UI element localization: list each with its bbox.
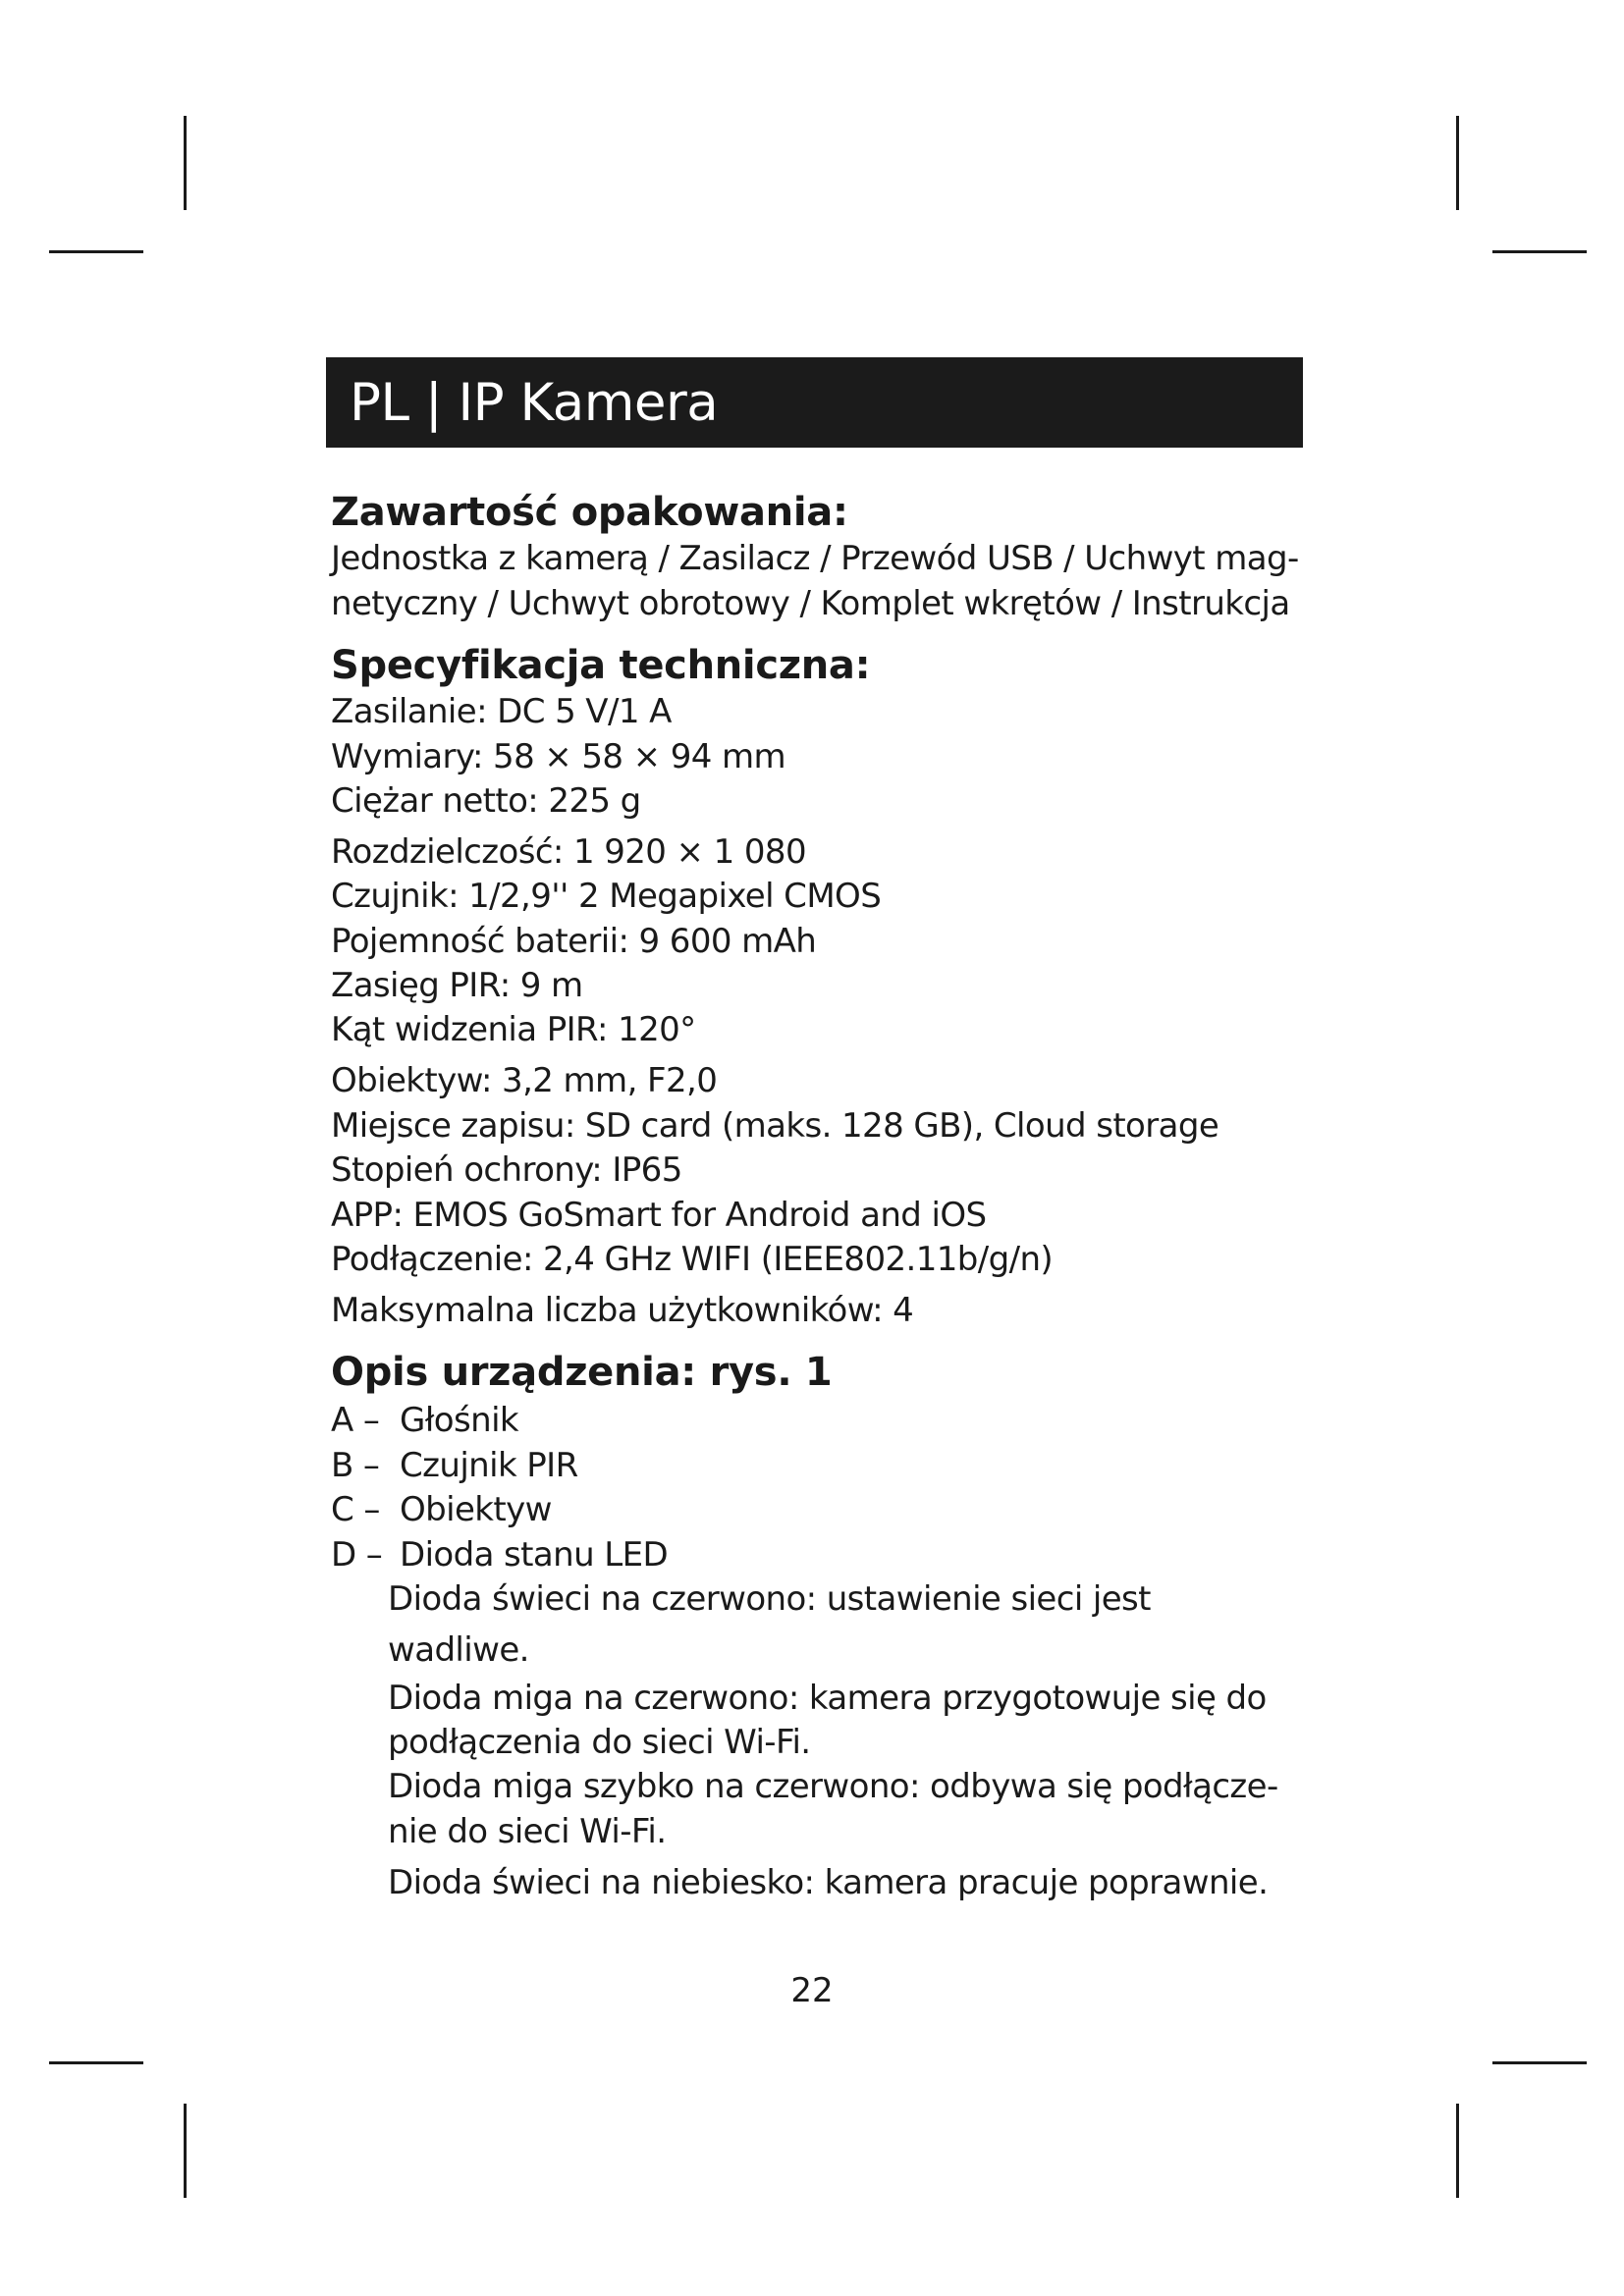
device-part-label: Głośnik — [400, 1401, 519, 1440]
device-part-label: Obiektyw — [400, 1490, 552, 1529]
spec-item: APP: EMOS GoSmart for Android and iOS — [331, 1196, 987, 1235]
led-description-line: Dioda świeci na czerwono: ustawienie sieci jest — [388, 1579, 1151, 1619]
crop-mark-bottom-right-vertical — [1456, 2104, 1459, 2198]
package-line: netyczny / Uchwyt obrotowy / Komplet wkrętów / Instrukcja — [331, 584, 1290, 623]
device-part — [331, 1446, 578, 1485]
led-description-line: wadliwe. — [388, 1630, 529, 1670]
crop-mark-top-right-vertical — [1456, 116, 1459, 210]
spec-item: Maksymalna liczba użytkowników: 4 — [331, 1291, 914, 1330]
spec-item: Czujnik: 1/2,9'' 2 Megapixel CMOS — [331, 877, 882, 916]
spec-item: Podłączenie: 2,4 GHz WIFI (IEEE802.11b/g/n) — [331, 1240, 1054, 1279]
device-part-letter: B – — [331, 1446, 380, 1485]
device-heading: Opis urządzenia: rys. 1 — [331, 1350, 833, 1395]
device-part-letter: C – — [331, 1490, 380, 1529]
crop-mark-bottom-right-horizontal — [1492, 2061, 1587, 2064]
spec-item: Wymiary: 58 × 58 × 94 mm — [331, 737, 786, 776]
crop-mark-top-left-horizontal — [49, 250, 143, 253]
package-heading: Zawartość opakowania: — [331, 490, 848, 535]
crop-mark-top-right-horizontal — [1492, 250, 1587, 253]
spec-item: Obiektyw: 3,2 mm, F2,0 — [331, 1061, 718, 1100]
device-part — [331, 1535, 669, 1575]
device-part — [331, 1490, 552, 1529]
spec-item: Ciężar netto: 225 g — [331, 781, 641, 821]
device-part-label: Czujnik PIR — [400, 1446, 578, 1485]
spec-item: Zasilanie: DC 5 V/1 A — [331, 692, 672, 731]
crop-mark-top-left-vertical — [184, 116, 187, 210]
page-title: PL | IP Kamera — [350, 372, 719, 433]
led-description-line: Dioda miga szybko na czerwono: odbywa się podłącze- — [388, 1767, 1278, 1806]
crop-mark-bottom-left-horizontal — [49, 2061, 143, 2064]
led-description-line: podłączenia do sieci Wi-Fi. — [388, 1723, 811, 1762]
spec-item: Pojemność baterii: 9 600 mAh — [331, 922, 817, 961]
crop-mark-bottom-left-vertical — [184, 2104, 187, 2198]
led-description-line: Dioda świeci na niebiesko: kamera pracuje poprawnie. — [388, 1863, 1269, 1902]
title-bar — [326, 357, 1303, 448]
device-part — [331, 1401, 519, 1440]
device-part-letter: A – — [331, 1401, 380, 1440]
spec-item: Miejsce zapisu: SD card (maks. 128 GB), Cloud storage — [331, 1106, 1219, 1146]
package-line: Jednostka z kamerą / Zasilacz / Przewód USB / Uchwyt mag- — [331, 539, 1299, 578]
spec-item: Kąt widzenia PIR: 120° — [331, 1010, 696, 1049]
led-description-line: nie do sieci Wi-Fi. — [388, 1812, 667, 1851]
spec-item: Stopień ochrony: IP65 — [331, 1150, 682, 1190]
specs-heading: Specyfikacja techniczna: — [331, 643, 871, 688]
led-description-line: Dioda miga na czerwono: kamera przygotowuje się do — [388, 1679, 1267, 1718]
spec-item: Zasięg PIR: 9 m — [331, 966, 583, 1005]
device-part-label: Dioda stanu LED — [400, 1535, 669, 1575]
page-number: 22 — [790, 1971, 834, 2010]
device-part-letter: D – — [331, 1535, 383, 1575]
spec-item: Rozdzielczość: 1 920 × 1 080 — [331, 832, 806, 872]
